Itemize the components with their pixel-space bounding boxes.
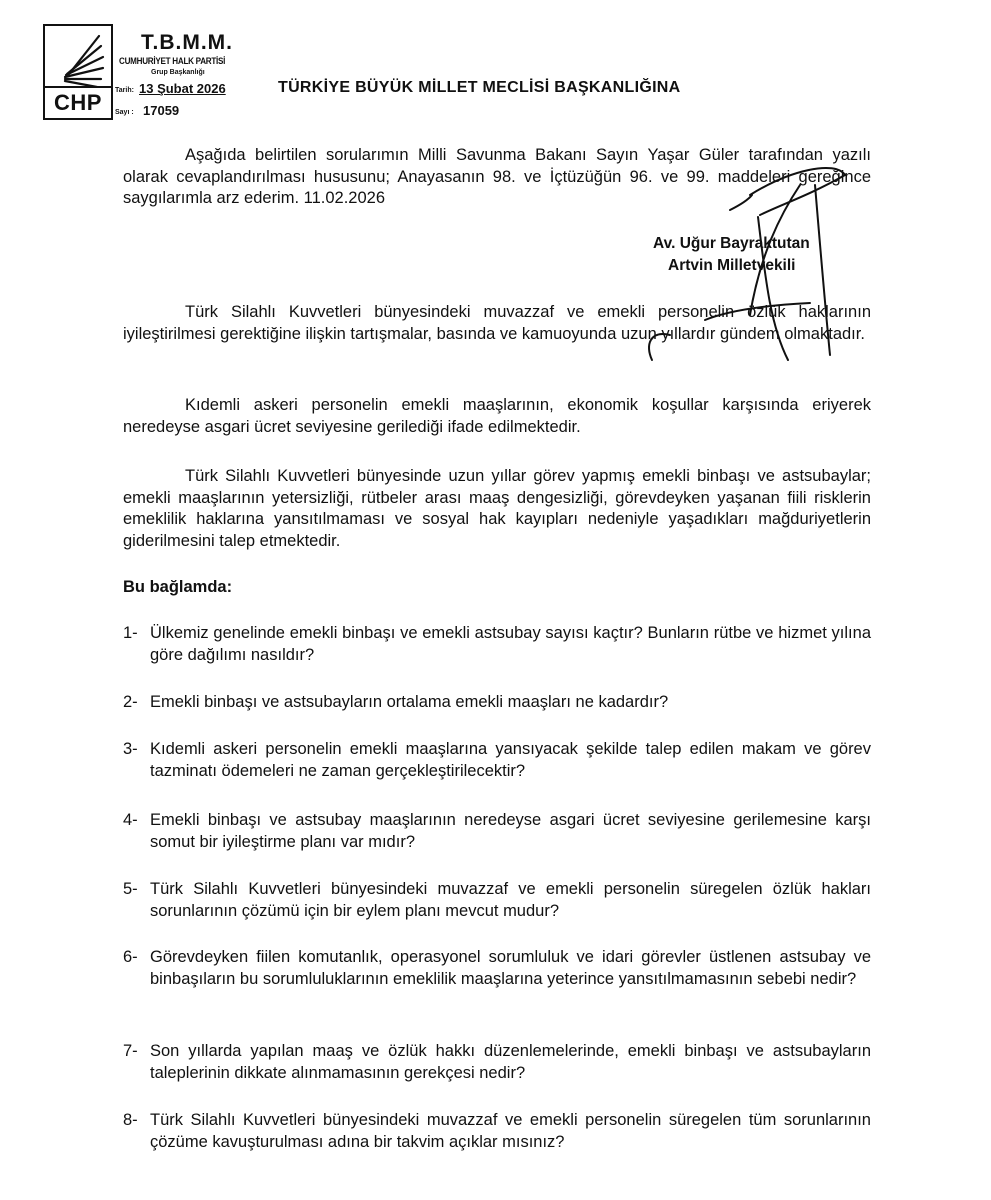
question-number: 6- xyxy=(123,948,138,966)
question-text: Ülkemiz genelinde emekli binbaşı ve emekli astsubay sayısı kaçtır? Bunların rütbe ve hizmet yılına göre dağılımı nasıldır? xyxy=(150,624,871,664)
intro-paragraph: Aşağıda belirtilen sorularımın Milli Savunma Bakanı Sayın Yaşar Güler tarafından yazılı olarak cevaplandırılması hususunu; Anayasanın 98. ve İçtüzüğün 96. ve 99. maddeleri gereğince saygılarımla arz ederim. 11.02.2026 xyxy=(123,146,871,207)
question-text: Emekli binbaşı ve astsubay maaşlarının neredeyse asgari ücret seviyesine gerilemesine karşı somut bir iyileştirme planı var mıdır? xyxy=(150,811,871,851)
stamp-date: 13 Şubat 2026 xyxy=(139,81,226,96)
question-text: Kıdemli askeri personelin emekli maaşlarına yansıyacak şekilde talep edilen makam ve görev tazminatı ödemeleri ne zaman gerçekleştirilecektir? xyxy=(150,740,871,780)
body-paragraph: Türk Silahlı Kuvvetleri bünyesinde uzun yıllar görev yapmış emekli binbaşı ve astsubaylar; emekli maaşlarının yetersizliği, rütbeler arası maaş dengesizliği, görevdeyken yaşanan fiili risklerin emeklilik haklarına yansıtılmaması ve sosyal hak kayıpları nedeniyle yaşadıkları mağduriyetlerin giderilmesini talep etmektedir. xyxy=(123,467,871,550)
question-number: 3- xyxy=(123,740,138,758)
question-number: 1- xyxy=(123,624,138,642)
question-number: 4- xyxy=(123,811,138,829)
question-item xyxy=(123,810,871,853)
signer-name: Av. Uğur Bayraktutan xyxy=(653,235,810,252)
torch-rays-icon xyxy=(51,30,107,88)
body-paragraph: Kıdemli askeri personelin emekli maaşlarının, ekonomik koşullar karşısında eriyerek neredeyse asgari ücret seviyesine gerilediği ifade edilmektedir. xyxy=(123,396,871,436)
signer-title: Artvin Milletvekili xyxy=(668,257,796,274)
question-item xyxy=(123,1041,871,1084)
chp-stamp xyxy=(43,24,253,120)
question-text: Görevdeyken fiilen komutanlık, operasyonel sorumluluk ve idari görevler üstlenen astsubay ve binbaşıların bu sorumluluklarının emeklilik maaşlarına yeterince yansıtılmamasının sebebi nedir? xyxy=(150,948,871,988)
question-text: Emekli binbaşı ve astsubayların ortalama emekli maaşları ne kadardır? xyxy=(150,693,669,711)
question-item xyxy=(123,947,871,990)
question-number: 8- xyxy=(123,1111,138,1129)
chp-logo-label: CHP xyxy=(45,86,111,118)
document-heading: TÜRKİYE BÜYÜK MİLLET MECLİSİ BAŞKANLIĞINA xyxy=(278,79,681,96)
stamp-party: CUMHURİYET HALK PARTİSİ xyxy=(119,56,226,66)
question-item xyxy=(123,623,871,666)
question-number: 7- xyxy=(123,1042,138,1060)
chp-logo xyxy=(43,24,113,120)
question-text: Son yıllarda yapılan maaş ve özlük hakkı düzenlemelerinde, emekli binbaşı ve astsubayların taleplerinin dikkate alınmamasının gerekçesi nedir? xyxy=(150,1042,871,1082)
question-item xyxy=(123,879,871,922)
stamp-group: Grup Başkanlığı xyxy=(151,69,205,76)
context-heading: Bu bağlamda: xyxy=(123,578,233,596)
question-text: Türk Silahlı Kuvvetleri bünyesindeki muvazzaf ve emekli personelin süregelen tüm sorunlarının çözüme kavuşturulması adına bir takvim açıklar mısınız? xyxy=(150,1111,871,1151)
question-item xyxy=(123,692,871,714)
stamp-assembly: T.B.M.M. xyxy=(141,31,233,54)
question-item xyxy=(123,739,871,782)
question-number: 2- xyxy=(123,693,138,711)
stamp-number: 17059 xyxy=(143,103,180,118)
handwritten-signature xyxy=(640,155,855,380)
question-number: 5- xyxy=(123,880,138,898)
body-paragraph: Türk Silahlı Kuvvetleri bünyesindeki muvazzaf ve emekli personelin özlük haklarının iyileştirilmesi gerektiğine ilişkin tartışmalar, basında ve kamuoyunda uzun yıllardır gündem olmaktadır. xyxy=(123,303,871,343)
question-text: Türk Silahlı Kuvvetleri bünyesindeki muvazzaf ve emekli personelin süregelen özlük hakları sorunlarının çözümü için bir eylem planı mevcut mudur? xyxy=(150,880,871,920)
stamp-number-label: Sayı : xyxy=(115,109,134,116)
stamp-date-label: Tarih: xyxy=(115,87,134,94)
question-item xyxy=(123,1110,871,1153)
